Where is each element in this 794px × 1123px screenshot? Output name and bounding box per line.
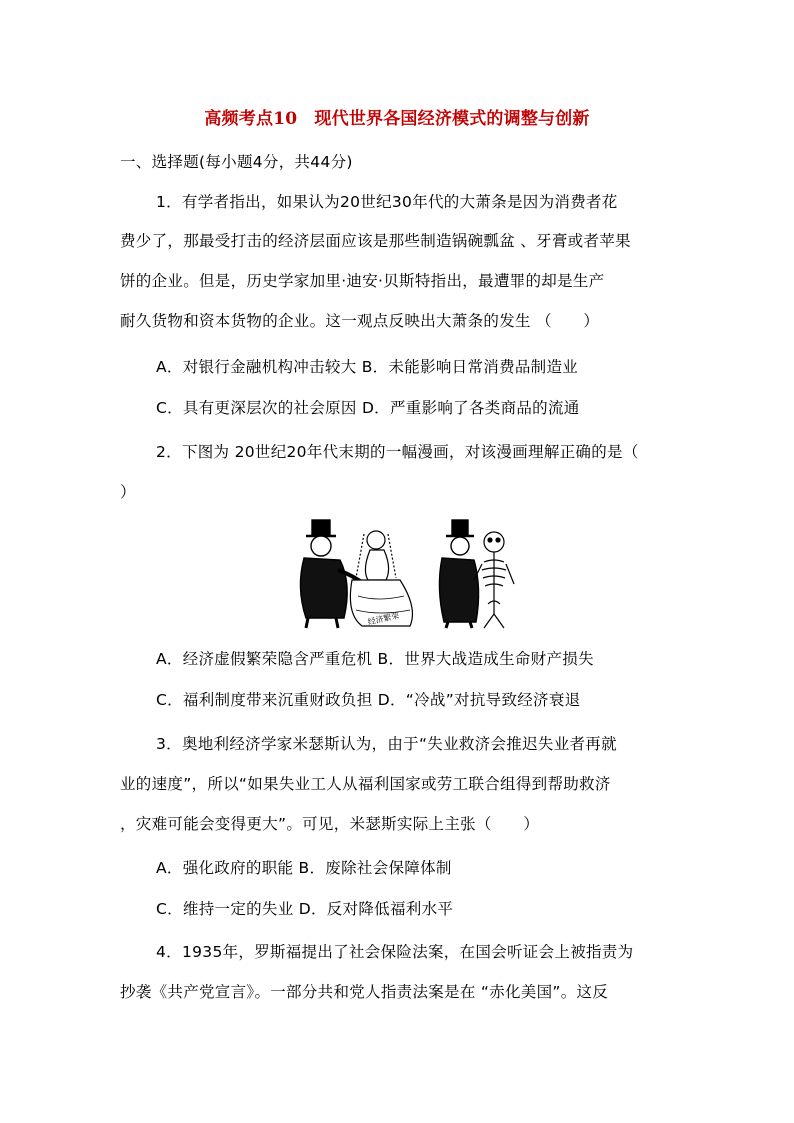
question-3-line-1: 3．奥地利经济学家米瑟斯认为，由于“失业救济会推迟失业者再就 (156, 735, 617, 753)
question-1-line-2: 费少了，那最受打击的经济层面应该是那些制造锅碗瓢盆 、牙膏或者苹果 (120, 232, 631, 250)
question-2-option-cd: C．福利制度带来沉重财政负担 D．“冷战”对抗导致经济衰退 (156, 691, 581, 709)
page-title: 高频考点10 现代世界各国经济模式的调整与创新 (204, 109, 590, 129)
cartoon-figure (292, 518, 524, 630)
question-1-option-ab: A．对银行金融机构冲击较大 B．未能影响日常消费品制造业 (156, 358, 579, 376)
figure-caption: 经济繁荣 (366, 611, 401, 627)
question-1-line-3: 饼的企业。但是，历史学家加里·迪安·贝斯特指出，最遭罪的却是生产 (120, 272, 605, 290)
capitalist-right (439, 520, 478, 628)
question-1-option-cd: C．具有更深层次的社会原因 D．严重影响了各类商品的流通 (156, 399, 580, 417)
question-2-option-ab: A．经济虚假繁荣隐含严重危机 B．世界大战造成生命财产损失 (156, 650, 594, 668)
question-2-line-1: 2．下图为 20世纪20年代末期的一幅漫画，对该漫画理解正确的是（ (156, 443, 639, 461)
question-1-line-4: 耐久货物和资本货物的企业。这一观点反映出大萧条的发生 （ ） (120, 312, 600, 330)
question-3-line-3: ，灾难可能会变得更大”。可见，米瑟斯实际上主张（ ） (120, 815, 540, 833)
question-2-line-2: ） (120, 483, 136, 501)
question-4-line-2: 抄袭《共产党宣言》。一部分共和党人指责法案是在 “赤化美国”。这反 (120, 983, 609, 1001)
question-1-line-1: 1．有学者指出，如果认为20世纪30年代的大萧条是因为消费者花 (156, 193, 618, 211)
section-header: 一、选择题(每小题4分，共44分) (120, 153, 353, 171)
skeleton-figure (474, 532, 514, 628)
question-3-line-2: 业的速度”，所以“如果失业工人从福利国家或劳工联合组得到帮助救济 (120, 775, 611, 793)
question-3-option-ab: A．强化政府的职能 B．废除社会保障体制 (156, 859, 452, 877)
question-3-option-cd: C．维持一定的失业 D．反对降低福利水平 (156, 900, 454, 918)
question-4-line-1: 4．1935年，罗斯福提出了社会保险法案，在国会听证会上被指责为 (156, 943, 634, 961)
